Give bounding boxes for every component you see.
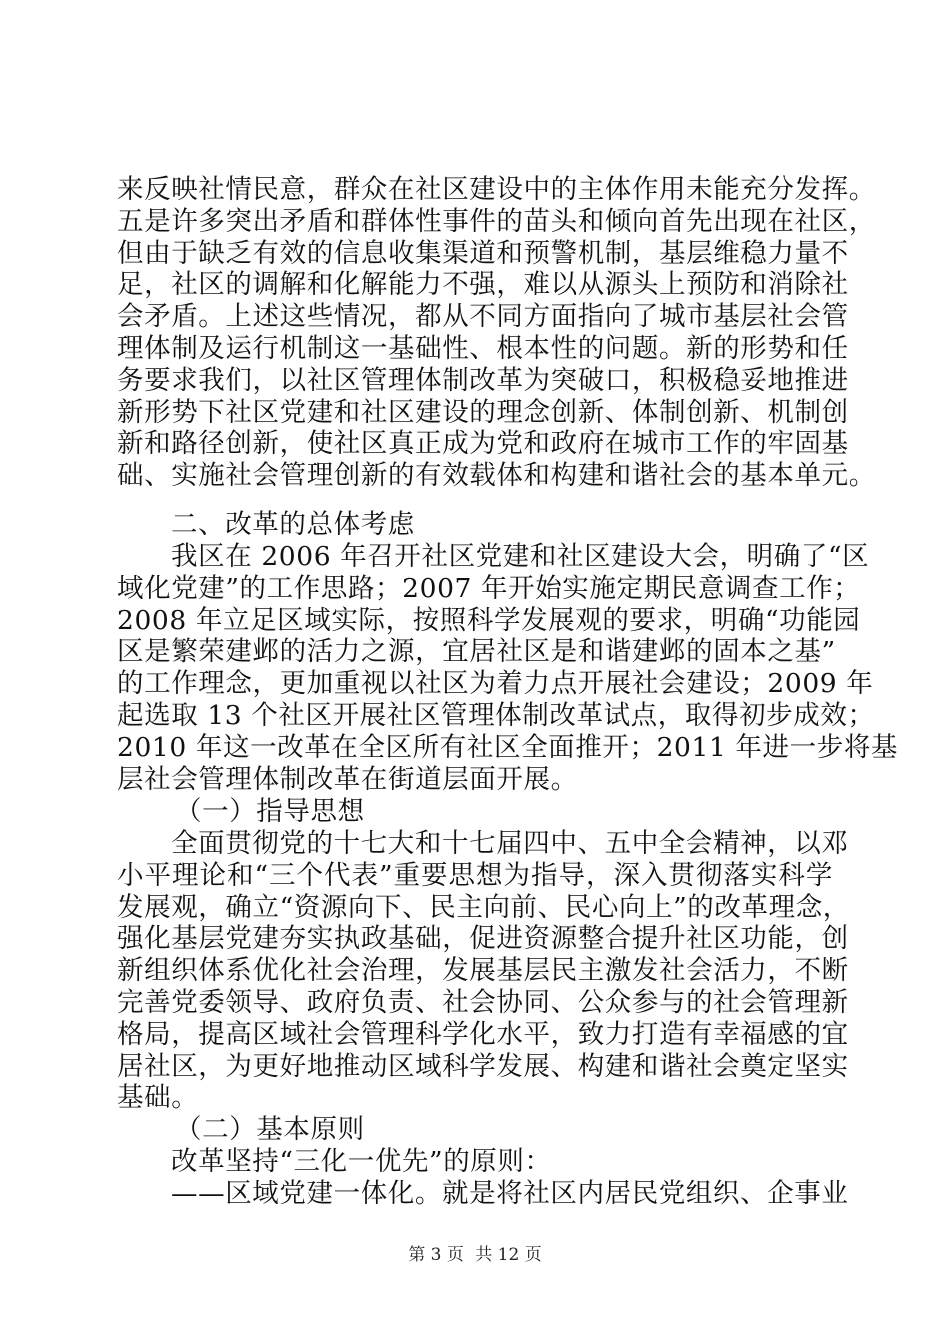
text-line: 的工作理念，更加重视以社区为着力点开展社会建设；2009 年 — [117, 668, 874, 700]
subsection-heading-text: （二）基本原则 — [175, 1114, 365, 1145]
text-line: 区是繁荣建邺的活力之源，宜居社区是和谐建邺的固本之基” — [117, 636, 836, 668]
page-total: 共 12 页 — [475, 1245, 542, 1265]
text-line: 新形势下社区党建和社区建设的理念创新、体制创新、机制创 — [117, 396, 849, 428]
text-line: 格局，提高区域社会管理科学化水平，致力打造有幸福感的宜 — [117, 1018, 849, 1050]
text-line: 改革坚持“三化一优先”的原则： — [171, 1146, 552, 1177]
text-line: 新和路径创新，使社区真正成为党和政府在城市工作的牢固基 — [117, 428, 849, 460]
text-line: 五是许多突出矛盾和群体性事件的苗头和倾向首先出现在社区， — [117, 205, 876, 237]
text-line: 但由于缺乏有效的信息收集渠道和预警机制，基层维稳力量不 — [117, 237, 849, 269]
text-line: 域化党建”的工作思路；2007 年开始实施定期民意调查工作； — [117, 572, 861, 604]
subsection-heading-text: （一）指导思想 — [175, 796, 365, 827]
text-line: 务要求我们，以社区管理体制改革为突破口，积极稳妥地推进 — [117, 364, 849, 396]
text-line: 小平理论和“三个代表”重要思想为指导，深入贯彻落实科学 — [117, 859, 833, 891]
paragraph-continuation — [117, 174, 876, 492]
text-line: 2008 年立足区域实际，按照科学发展观的要求，明确“功能园 — [117, 604, 861, 636]
text-line: 来反映社情民意，群众在社区建设中的主体作用未能充分发挥。 — [117, 174, 876, 205]
text-line: 理体制及运行机制这一基础性、根本性的问题。新的形势和任 — [117, 332, 849, 364]
text-line: 新组织体系优化社会治理，发展基层民主激发社会活力，不断 — [117, 955, 849, 987]
text-line: 起选取 13 个社区开展社区管理体制改革试点，取得初步成效； — [117, 699, 875, 731]
text-line: 我区在 2006 年召开社区党建和社区建设大会，明确了“区 — [171, 541, 870, 572]
text-line: ——区域党建一体化。就是将社区内居民党组织、企事业 — [171, 1177, 849, 1209]
subsection-heading — [117, 1114, 833, 1146]
text-line: 足，社区的调解和化解能力不强，难以从源头上预防和消除社 — [117, 269, 849, 301]
text-line: 层社会管理体制改革在街道层面开展。 — [117, 763, 578, 795]
paragraph-principles — [117, 1146, 849, 1210]
text-line: 发展观，确立“资源向下、民主向前、民心向上”的改革理念， — [117, 891, 850, 923]
text-line: 全面贯彻党的十七大和十七届四中、五中全会精神，以邓 — [171, 828, 849, 859]
text-line: 础、实施社会管理创新的有效载体和构建和谐社会的基本单元。 — [117, 460, 876, 492]
text-line: 会矛盾。上述这些情况，都从不同方面指向了城市基层社会管 — [117, 301, 849, 333]
text-line: 居社区，为更好地推动区域科学发展、构建和谐社会奠定坚实 — [117, 1050, 849, 1082]
text-line: 基础。 — [117, 1082, 199, 1114]
page-footer — [0, 1244, 950, 1266]
paragraph-guiding-thought — [117, 828, 850, 1114]
section-heading-text: 二、改革的总体考虑 — [171, 509, 415, 540]
text-line: 2010 年这一改革在全区所有社区全面推开；2011 年进一步将基 — [117, 731, 899, 763]
text-line: 完善党委领导、政府负责、社会协同、公众参与的社会管理新 — [117, 986, 849, 1018]
section-heading — [117, 509, 833, 541]
paragraph-overview — [117, 541, 899, 795]
subsection-heading — [117, 796, 833, 828]
page-number: 第 3 页 — [408, 1245, 464, 1265]
text-line: 强化基层党建夯实执政基础，促进资源整合提升社区功能，创 — [117, 923, 849, 955]
